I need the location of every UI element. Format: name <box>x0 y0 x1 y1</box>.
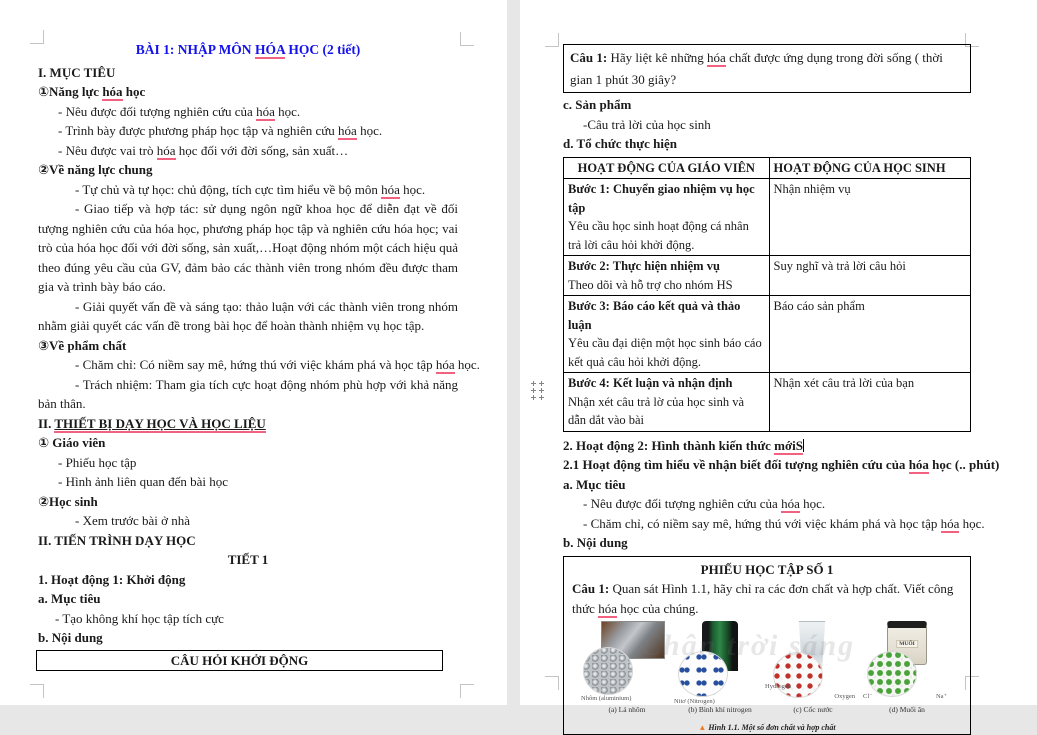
caption-d: (d) Muối ăn <box>861 705 953 714</box>
section-thiet-bi: II. THIẾT BỊ DẠY HỌC VÀ HỌC LIỆU <box>38 414 458 434</box>
heading-to-chuc-d: d. Tổ chức thực hiện <box>563 134 971 154</box>
drag-handle[interactable] <box>531 381 544 401</box>
bullet: - Tự chủ và tự học: chủ động, tích cực tìm hiểu về bộ môn hóa học. <box>38 180 458 200</box>
label-oxygen: Oxygen <box>834 693 855 700</box>
figure-item-nitrogen <box>674 621 766 721</box>
heading-hoat-dong-2: 2. Hoạt động 2: Hình thành kiến thức mớiS <box>563 436 971 456</box>
activity-table <box>563 157 971 432</box>
paragraph: - Giao tiếp và hợp tác: sử dụng ngôn ngữ khoa học để diễn đạt về đối tượng nghiên cứu của hóa học, phương pháp học tập và nghiên cứu hóa học; vai trò của hóa học đối với đời sống, sản xuất,…Hoạt động nhóm một cách hiệu quả theo đúng yêu cầu của GV, đảm bảo các thành viên trong nhóm đều được tham gia và trình bày báo cáo. <box>38 199 458 297</box>
cau-hoi-khoi-dong-box: CÂU HỎI KHỞI ĐỘNG <box>36 650 443 671</box>
label-hydrogen: Hydrogen <box>765 683 791 690</box>
figure-item-aluminium <box>581 621 673 721</box>
col-hoc-sinh: HOẠT ĐỘNG CỦA HỌC SINH <box>769 157 970 179</box>
heading-giao-vien: ① Giáo viên <box>38 433 458 453</box>
watermark-text: Chân trời sáng <box>641 629 855 663</box>
nitrogen-molecule-diagram <box>678 651 728 697</box>
caption-c: (c) Cốc nước <box>767 705 859 714</box>
heading-tiet-1: TIẾT 1 <box>38 550 458 570</box>
bullet: - Phiếu học tập <box>38 453 458 473</box>
cell-gv: Bước 3: Báo cáo kết quả và thảo luận Yêu cầu đại diện một học sinh báo cáo kết quả câu hỏi khởi động. <box>564 296 770 373</box>
drag-handle-dot <box>539 388 544 393</box>
water-molecule-diagram <box>773 652 823 698</box>
table-header-row <box>564 157 971 179</box>
heading-pham-chat: ③Về phẩm chất <box>38 336 458 356</box>
lesson-title: BÀI 1: NHẬP MÔN HÓA HỌC (2 tiết) <box>38 40 458 60</box>
col-giao-vien: HOẠT ĐỘNG CỦA GIÁO VIÊN <box>564 157 770 179</box>
phieu-hoc-tap-box <box>563 556 971 735</box>
section-tien-trinh: II. TIẾN TRÌNH DẠY HỌC <box>38 531 458 551</box>
figure-item-salt <box>861 621 953 721</box>
table-row <box>564 296 971 373</box>
margin-corner-mark <box>545 676 559 690</box>
cell-gv: Bước 2: Thực hiện nhiệm vụ Theo dõi và hỗ trợ cho nhóm HS <box>564 256 770 296</box>
bullet: - Nêu được vai trò hóa học đối với đời sống, sản xuất… <box>38 141 458 161</box>
salt-lattice-diagram <box>867 651 917 697</box>
table-row <box>564 179 971 256</box>
cell-gv: Bước 1: Chuyển giao nhiệm vụ học tập Yêu cầu học sinh hoạt động cá nhân trả lời câu hỏi khởi động. <box>564 179 770 256</box>
bullet: - Hình ảnh liên quan đến bài học <box>38 472 458 492</box>
heading-nang-luc-chung: ②Về năng lực chung <box>38 160 458 180</box>
cell-gv: Bước 4: Kết luận và nhận định Nhận xét câu trả lờ của học sinh và dẫn dắt vào bài <box>564 373 770 432</box>
heading-noi-dung-b: b. Nội dung <box>38 628 458 648</box>
cell-hs: Báo cáo sản phẩm <box>769 296 970 373</box>
margin-corner-mark <box>545 33 559 47</box>
label-chloride-ion: Cl⁻ <box>863 693 873 700</box>
triangle-icon: ▲ <box>698 723 706 732</box>
cell-hs: Nhận xét câu trả lời của bạn <box>769 373 970 432</box>
bullet: - Chăm chỉ: Có niềm say mê, hứng thú với việc khám phá và học tập hóa học. <box>38 355 458 375</box>
drag-handle-dot <box>531 381 536 386</box>
table-row <box>564 373 971 432</box>
bullet: - Trình bày được phương pháp học tập và nghiên cứu hóa học. <box>38 121 458 141</box>
heading-muc-tieu-a: a. Mục tiêu <box>563 475 971 495</box>
drag-handle-dot <box>539 381 544 386</box>
aluminium-molecule-diagram <box>583 647 633 695</box>
heading-hoat-dong-1: 1. Hoạt động 1: Khởi động <box>38 570 458 590</box>
heading-muc-tieu-a: a. Mục tiêu <box>38 589 458 609</box>
label-aluminium: Nhôm (aluminium) <box>581 695 631 702</box>
heading-nang-luc-hoa-hoc: ①Năng lực hóa học <box>38 82 458 102</box>
figure-item-water <box>767 621 859 721</box>
label-sodium-ion: Na⁺ <box>936 693 947 700</box>
bullet: - Nêu được đối tượng nghiên cứu của hóa học. <box>38 102 458 122</box>
cau-1-box: Câu 1: Hãy liệt kê những hóa chất được ứng dụng trong đời sống ( thời gian 1 phút 30 giây? <box>563 44 971 93</box>
bullet: - Chăm chỉ, có niềm say mê, hứng thú với việc khám phá và học tập hóa học. <box>563 514 971 534</box>
page-2[interactable] <box>520 0 1037 705</box>
label-nitrogen: Nitơ (Nitrogen) <box>674 698 715 705</box>
bullet: - Nêu được đối tượng nghiên cứu của hóa học. <box>563 494 971 514</box>
paragraph: - Trách nhiệm: Tham gia tích cực hoạt động nhóm phù hợp với khả năng bản thân. <box>38 375 458 414</box>
bullet: - Tạo không khí học tập tích cực <box>38 609 458 629</box>
heading-san-pham-c: c. Sản phẩm <box>563 95 971 115</box>
figure-caption: ▲ Hình 1.1. Một số đơn chất và hợp chất <box>572 723 962 732</box>
text-cursor <box>803 439 804 452</box>
table-row <box>564 256 971 296</box>
phieu-title: PHIẾU HỌC TẬP SỐ 1 <box>572 560 962 580</box>
salt-jar-label: MUỐI <box>896 640 918 648</box>
heading-hoc-sinh: ②Học sinh <box>38 492 458 512</box>
section-muc-tieu: I. MỤC TIÊU <box>38 63 458 83</box>
margin-corner-mark <box>460 32 474 46</box>
phieu-cau-1: Câu 1: Quan sát Hình 1.1, hãy chỉ ra các đơn chất và hợp chất. Viết công thức hóa học của chúng. <box>572 579 962 618</box>
margin-corner-mark <box>460 684 474 698</box>
drag-handle-dot <box>539 395 544 400</box>
bullet: -Câu trả lời của học sinh <box>563 115 971 135</box>
drag-handle-dot <box>531 388 536 393</box>
cell-hs: Suy nghĩ và trả lời câu hỏi <box>769 256 970 296</box>
heading-2-1: 2.1 Hoạt động tìm hiểu về nhận biết đối tượng nghiên cứu của hóa học (.. phút) <box>563 455 971 475</box>
paragraph: - Giải quyết vấn đề và sáng tạo: thảo luận với các thành viên trong nhóm nhằm giải quyết các vấn đề trong bài học để hoàn thành nhiệm vụ học tập. <box>38 297 458 336</box>
page-1[interactable] <box>0 0 507 705</box>
heading-noi-dung-b: b. Nội dung <box>563 533 971 553</box>
margin-corner-mark <box>30 684 44 698</box>
drag-handle-dot <box>531 395 536 400</box>
caption-b: (b) Bình khí nitrogen <box>674 705 766 714</box>
bullet: - Xem trước bài ở nhà <box>38 511 458 531</box>
cell-hs: Nhận nhiệm vụ <box>769 179 970 256</box>
figure-hinh-1-1 <box>581 621 953 721</box>
caption-a: (a) Lá nhôm <box>581 705 673 714</box>
